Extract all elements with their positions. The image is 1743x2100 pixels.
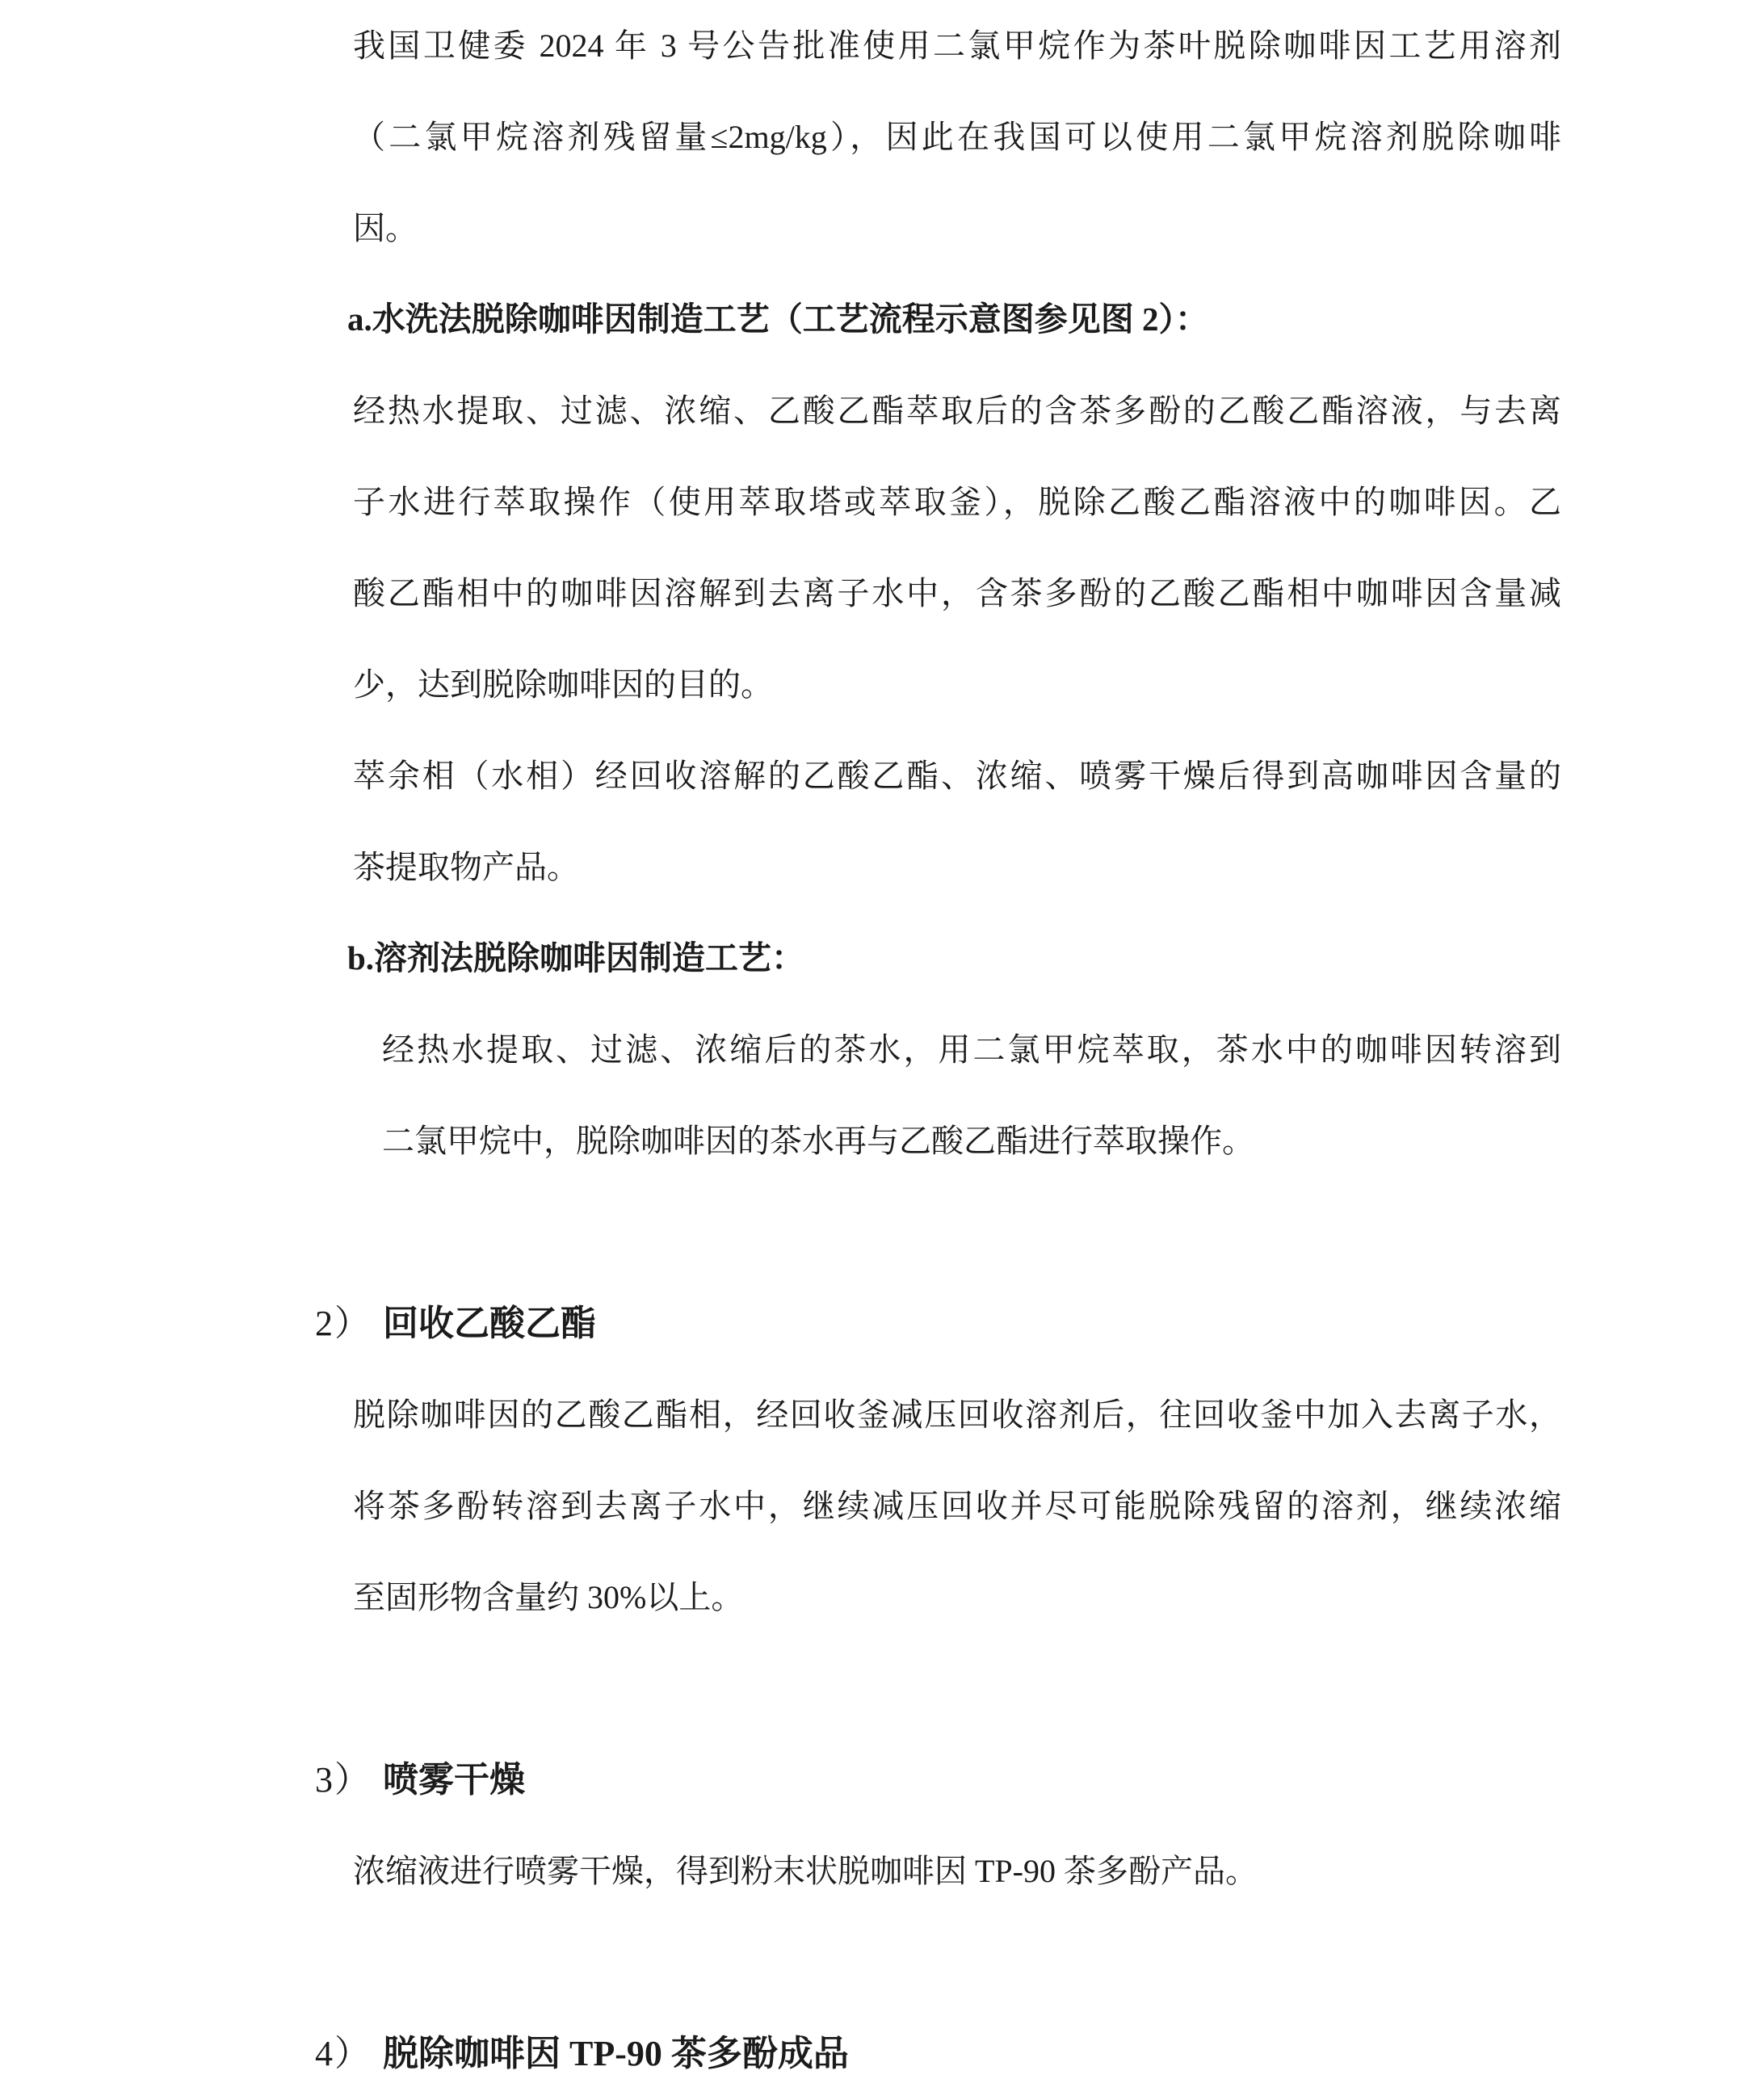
paragraph-line: 至固形物含量约 30%以上。 xyxy=(353,1579,744,1615)
heading-solvent-process: b.溶剂法脱除咖啡因制造工艺： xyxy=(347,939,805,976)
heading-section-2 xyxy=(315,1278,1561,1369)
paragraph-line: 萃余相（水相）经回收溶解的乙酸乙酯、浓缩、喷雾干燥后得到高咖啡因含量的 xyxy=(353,758,1561,794)
heading-label: 回收乙酸乙酯 xyxy=(383,1304,596,1343)
paragraph-line: 因。 xyxy=(353,210,418,246)
heading-number: 3） xyxy=(315,1760,372,1800)
heading-label: 喷雾干燥 xyxy=(383,1760,525,1800)
paragraph-line: 脱除咖啡因的乙酸乙酯相，经回收釜减压回收溶剂后，往回收釜中加入去离子水， xyxy=(353,1396,1561,1433)
blank-line xyxy=(0,1643,1743,1734)
paragraph-line: 二氯甲烷中，脱除咖啡因的茶水再与乙酸乙酯进行萃取操作。 xyxy=(382,1123,1254,1159)
paragraph-line: 茶提取物产品。 xyxy=(353,849,579,885)
heading-number: 2） xyxy=(315,1304,372,1343)
heading-label: 脱除咖啡因 TP-90 茶多酚成品 xyxy=(383,2034,849,2073)
paragraph-line: 我国卫健委 2024 年 3 号公告批准使用二氯甲烷作为茶叶脱除咖啡因工艺用溶剂 xyxy=(353,27,1561,64)
paragraph-line: 浓缩液进行喷雾干燥，得到粉末状脱咖啡因 TP-90 茶多酚产品。 xyxy=(353,1853,1258,1889)
heading-number: 4） xyxy=(315,2034,372,2073)
heading-section-4 xyxy=(315,2008,1561,2099)
paragraph-line: 经热水提取、过滤、浓缩后的茶水，用二氯甲烷萃取，茶水中的咖啡因转溶到 xyxy=(382,1031,1561,1068)
paragraph-line: 经热水提取、过滤、浓缩、乙酸乙酯萃取后的含茶多酚的乙酸乙酯溶液，与去离 xyxy=(353,393,1561,429)
blank-line xyxy=(0,1917,1743,2008)
paragraph-line: 将茶多酚转溶到去离子水中，继续减压回收并尽可能脱除残留的溶剂，继续浓缩 xyxy=(353,1488,1561,1524)
paragraph-line: 少，达到脱除咖啡因的目的。 xyxy=(353,666,773,703)
paragraph-line: 子水进行萃取操作（使用萃取塔或萃取釜），脱除乙酸乙酯溶液中的咖啡因。乙 xyxy=(353,484,1561,520)
paragraph-line: （二氯甲烷溶剂残留量≤2mg/kg），因此在我国可以使用二氯甲烷溶剂脱除咖啡 xyxy=(353,119,1561,155)
blank-line xyxy=(0,1186,1743,1278)
heading-water-wash-process: a.水洗法脱除咖啡因制造工艺（工艺流程示意图参见图 2）： xyxy=(347,300,1208,338)
heading-section-3 xyxy=(315,1734,1561,1825)
paragraph-line: 酸乙酯相中的咖啡因溶解到去离子水中，含茶多酚的乙酸乙酯相中咖啡因含量减 xyxy=(353,575,1561,611)
